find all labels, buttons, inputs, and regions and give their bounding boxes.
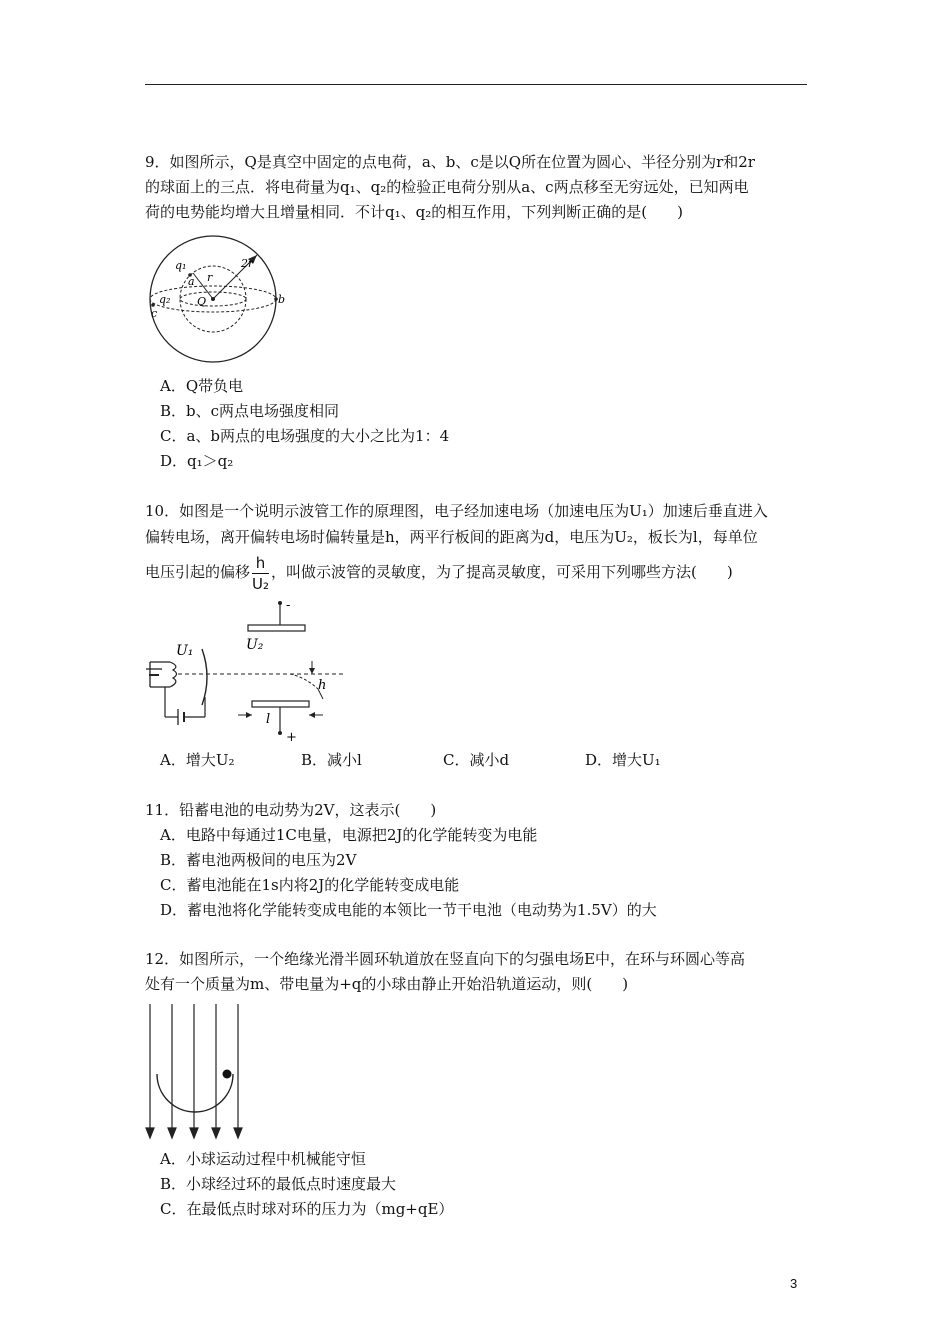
q10-stem-line1: 10．如图是一个说明示波管工作的原理图，电子经加速电场（加速电压为U₁）加速后垂直进入 bbox=[145, 502, 768, 520]
label-U1: U₁ bbox=[176, 643, 194, 659]
label-plus: + bbox=[286, 730, 297, 745]
q10-option-c: C．减小d bbox=[443, 751, 510, 769]
label-Q: Q bbox=[197, 295, 207, 308]
q12-field-ring-figure bbox=[143, 1002, 248, 1142]
q9-stem-line1: 9．如图所示，Q是真空中固定的点电荷，a、b、c是以Q所在位置为圆心、半径分别为r和2r bbox=[145, 153, 755, 171]
label-a: a bbox=[188, 275, 195, 288]
top-terminal-dot bbox=[278, 601, 282, 605]
q10-option-d: D．增大U₁ bbox=[585, 751, 661, 769]
label-q1: q₁ bbox=[175, 259, 187, 272]
q9-stem-line3: 荷的电势能均增大且增量相同．不计q₁、q₂的相互作用，下列判断正确的是( ) bbox=[145, 203, 683, 221]
q12-stem-line1: 12．如图所示，一个绝缘光滑半圆环轨道放在竖直向下的匀强电场E中，在环与环圆心等高 bbox=[145, 950, 746, 968]
field-arrow-5 bbox=[234, 1128, 242, 1138]
q9-sphere-figure bbox=[145, 233, 285, 365]
q11-option-a: A．电路中每通过1C电量，电源把2J的化学能转变为电能 bbox=[160, 826, 538, 844]
label-q2: q₂ bbox=[159, 293, 171, 306]
q12-stem-line2: 处有一个质量为m、带电量为+q的小球由静止开始沿轨道运动，则( ) bbox=[145, 975, 629, 993]
label-b: b bbox=[278, 293, 285, 306]
fraction-denominator: U₂ bbox=[252, 574, 270, 593]
q10-line3-pre: 电压引起的偏移 bbox=[145, 563, 251, 581]
top-deflection-plate bbox=[248, 625, 305, 631]
q10-option-a: A．增大U₂ bbox=[160, 751, 235, 769]
label-h: h bbox=[318, 678, 327, 693]
label-minus: - bbox=[286, 598, 291, 613]
label-r: r bbox=[207, 271, 213, 284]
q9-stem-line2: 的球面上的三点．将电荷量为q₁、q₂的检验正电荷分别从a、c两点移至无穷远处，已知两电 bbox=[145, 178, 749, 196]
l-arrowhead-right bbox=[309, 712, 315, 718]
q10-option-b: B．减小l bbox=[301, 751, 362, 769]
q11-option-d: D．蓄电池将化学能转变成电能的本领比一节干电池（电动势为1.5V）的大 bbox=[160, 901, 657, 919]
q12-option-a: A．小球运动过程中机械能守恒 bbox=[160, 1150, 366, 1168]
anode-plate bbox=[202, 649, 207, 705]
label-l: l bbox=[266, 712, 271, 727]
sensitivity-fraction bbox=[252, 553, 269, 594]
semicircle-track bbox=[157, 1074, 233, 1112]
h-arrowhead-top bbox=[309, 668, 315, 674]
q10-stem-line3 bbox=[145, 550, 733, 594]
bottom-terminal-dot bbox=[278, 731, 282, 735]
charge-Q-dot bbox=[211, 297, 215, 301]
q9-option-b: B．b、c两点电场强度相同 bbox=[160, 402, 340, 420]
filament-coil bbox=[170, 662, 177, 687]
field-arrow-2 bbox=[168, 1128, 176, 1138]
q12-option-c: C．在最低点时球对环的压力为（mg+qE） bbox=[160, 1200, 454, 1218]
q11-option-c: C．蓄电池能在1s内将2J的化学能转变成电能 bbox=[160, 876, 460, 894]
fraction-numerator: h bbox=[252, 553, 269, 574]
bottom-deflection-plate bbox=[252, 701, 309, 707]
label-2r: 2r bbox=[241, 257, 254, 270]
deflected-path bbox=[290, 674, 318, 689]
q10-stem-line2: 偏转电场，离开偏转电场时偏转量是h，两平行板间的距离为d，电压为U₂，板长为l，每单位 bbox=[145, 528, 758, 546]
small-ball bbox=[223, 1070, 232, 1079]
q11-stem: 11．铅蓄电池的电动势为2V，这表示( ) bbox=[145, 801, 437, 819]
field-arrow-3 bbox=[190, 1128, 198, 1138]
q12-option-b: B．小球经过环的最低点时速度最大 bbox=[160, 1175, 397, 1193]
q11-option-b: B．蓄电池两极间的电压为2V bbox=[160, 851, 357, 869]
q10-oscilloscope-figure bbox=[140, 597, 350, 745]
q9-option-a: A．Q带负电 bbox=[160, 377, 244, 395]
label-U2: U₂ bbox=[246, 637, 264, 653]
q10-line3-post: ，叫做示波管的灵敏度，为了提高灵敏度，可采用下列哪些方法( ) bbox=[271, 563, 733, 581]
q9-option-d: D．q₁＞q₂ bbox=[160, 452, 234, 470]
header-rule bbox=[145, 84, 807, 85]
field-arrow-1 bbox=[146, 1128, 154, 1138]
label-c: c bbox=[151, 307, 158, 320]
field-arrow-4 bbox=[212, 1128, 220, 1138]
q9-option-c: C．a、b两点的电场强度的大小之比为1：4 bbox=[160, 427, 450, 445]
l-arrowhead-left bbox=[246, 712, 252, 718]
page-number: 3 bbox=[790, 1276, 798, 1291]
